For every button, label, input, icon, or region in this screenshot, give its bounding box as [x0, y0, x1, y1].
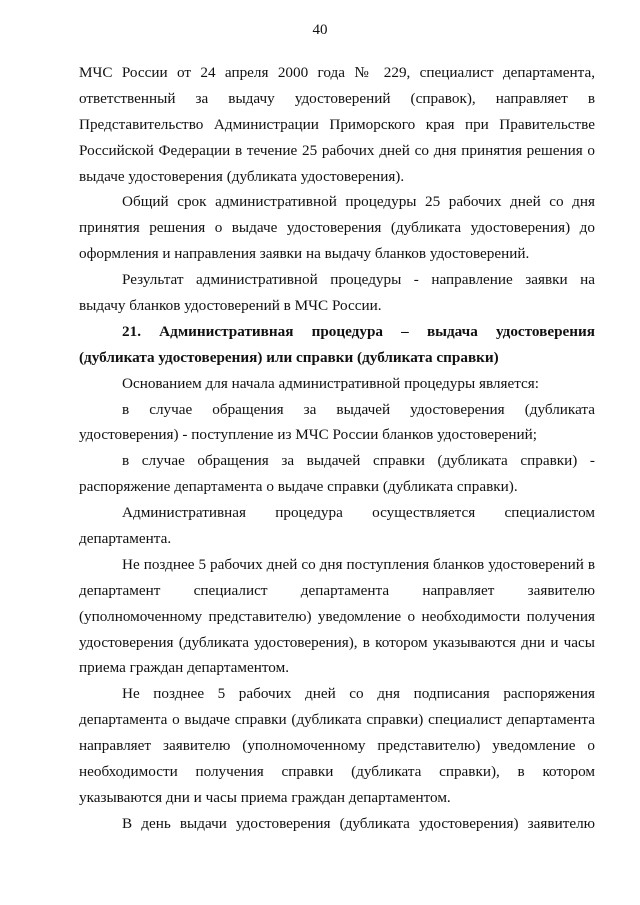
text-line: Не позднее 5 рабочих дней со дня поступления бланков удостоверений в: [122, 555, 595, 573]
paragraph: [79, 267, 595, 319]
text-line: Общий срок административной процедуры 25 рабочих дней со дня: [122, 193, 595, 211]
paragraph: [79, 448, 595, 500]
paragraph: [79, 189, 595, 267]
text-line: (уполномоченному представителю) уведомление о необходимости получения: [79, 607, 595, 625]
document-body: [79, 60, 595, 837]
text-line: удостоверения) - поступление из МЧС России бланков удостоверений;: [79, 426, 537, 444]
text-line: департамент специалист департамента направляет заявителю: [79, 581, 595, 599]
text-line: Российской Федерации в течение 25 рабочих дней со дня принятия решения о: [79, 141, 595, 159]
text-line: распоряжение департамента о выдаче справки (дубликата справки).: [79, 478, 518, 496]
text-line: департамента.: [79, 530, 172, 548]
text-line: Представительство Администрации Приморского края при Правительстве: [79, 115, 595, 133]
text-line: необходимости получения справки (дубликата справки), в котором: [79, 763, 595, 781]
text-line: ответственный за выдачу удостоверений (справок), направляет в: [79, 89, 595, 107]
text-line: принятия решения о выдаче удостоверения (дубликата удостоверения) до: [79, 219, 595, 237]
text-line: оформления и направления заявки на выдачу бланков удостоверений.: [79, 245, 530, 263]
heading-line: 21. Административная процедура – выдача удостоверения: [122, 322, 595, 340]
text-line: Основанием для начала административной процедуры является:: [122, 374, 540, 392]
text-line: в случае обращения за выдачей справки (дубликата справки) -: [122, 452, 595, 470]
text-line: департамента о выдаче справки (дубликата справки) специалист департамента: [79, 711, 595, 729]
text-line: приема граждан департаментом.: [79, 659, 290, 677]
text-line: Административная процедура осуществляется специалистом: [122, 504, 595, 522]
paragraph: [79, 397, 595, 449]
text-line: Не позднее 5 рабочих дней со дня подписания распоряжения: [122, 685, 595, 703]
paragraph: [79, 552, 595, 681]
paragraph: [79, 60, 595, 189]
text-line: удостоверения (дубликата удостоверения), в котором указываются дни и часы: [79, 633, 595, 651]
text-line: выдаче удостоверения (дубликата удостоверения).: [79, 167, 405, 185]
text-line: выдачу бланков удостоверений в МЧС России.: [79, 297, 382, 315]
heading-line: (дубликата удостоверения) или справки (дубликата справки): [79, 348, 499, 366]
section-heading: [79, 319, 595, 371]
paragraph: [79, 371, 595, 397]
text-line: В день выдачи удостоверения (дубликата удостоверения) заявителю: [122, 814, 595, 832]
text-line: Результат административной процедуры - направление заявки на: [122, 271, 595, 289]
text-line: направляет заявителю (уполномоченному представителю) уведомление о: [79, 737, 595, 755]
paragraph: [79, 811, 595, 837]
text-line: указываются дни и часы приема граждан департаментом.: [79, 788, 451, 806]
text-line: МЧС России от 24 апреля 2000 года № 229, специалист департамента,: [79, 64, 595, 81]
paragraph: [79, 681, 595, 810]
text-line: в случае обращения за выдачей удостоверения (дубликата: [122, 400, 595, 418]
paragraph: [79, 500, 595, 552]
page-number: 40: [312, 22, 328, 38]
